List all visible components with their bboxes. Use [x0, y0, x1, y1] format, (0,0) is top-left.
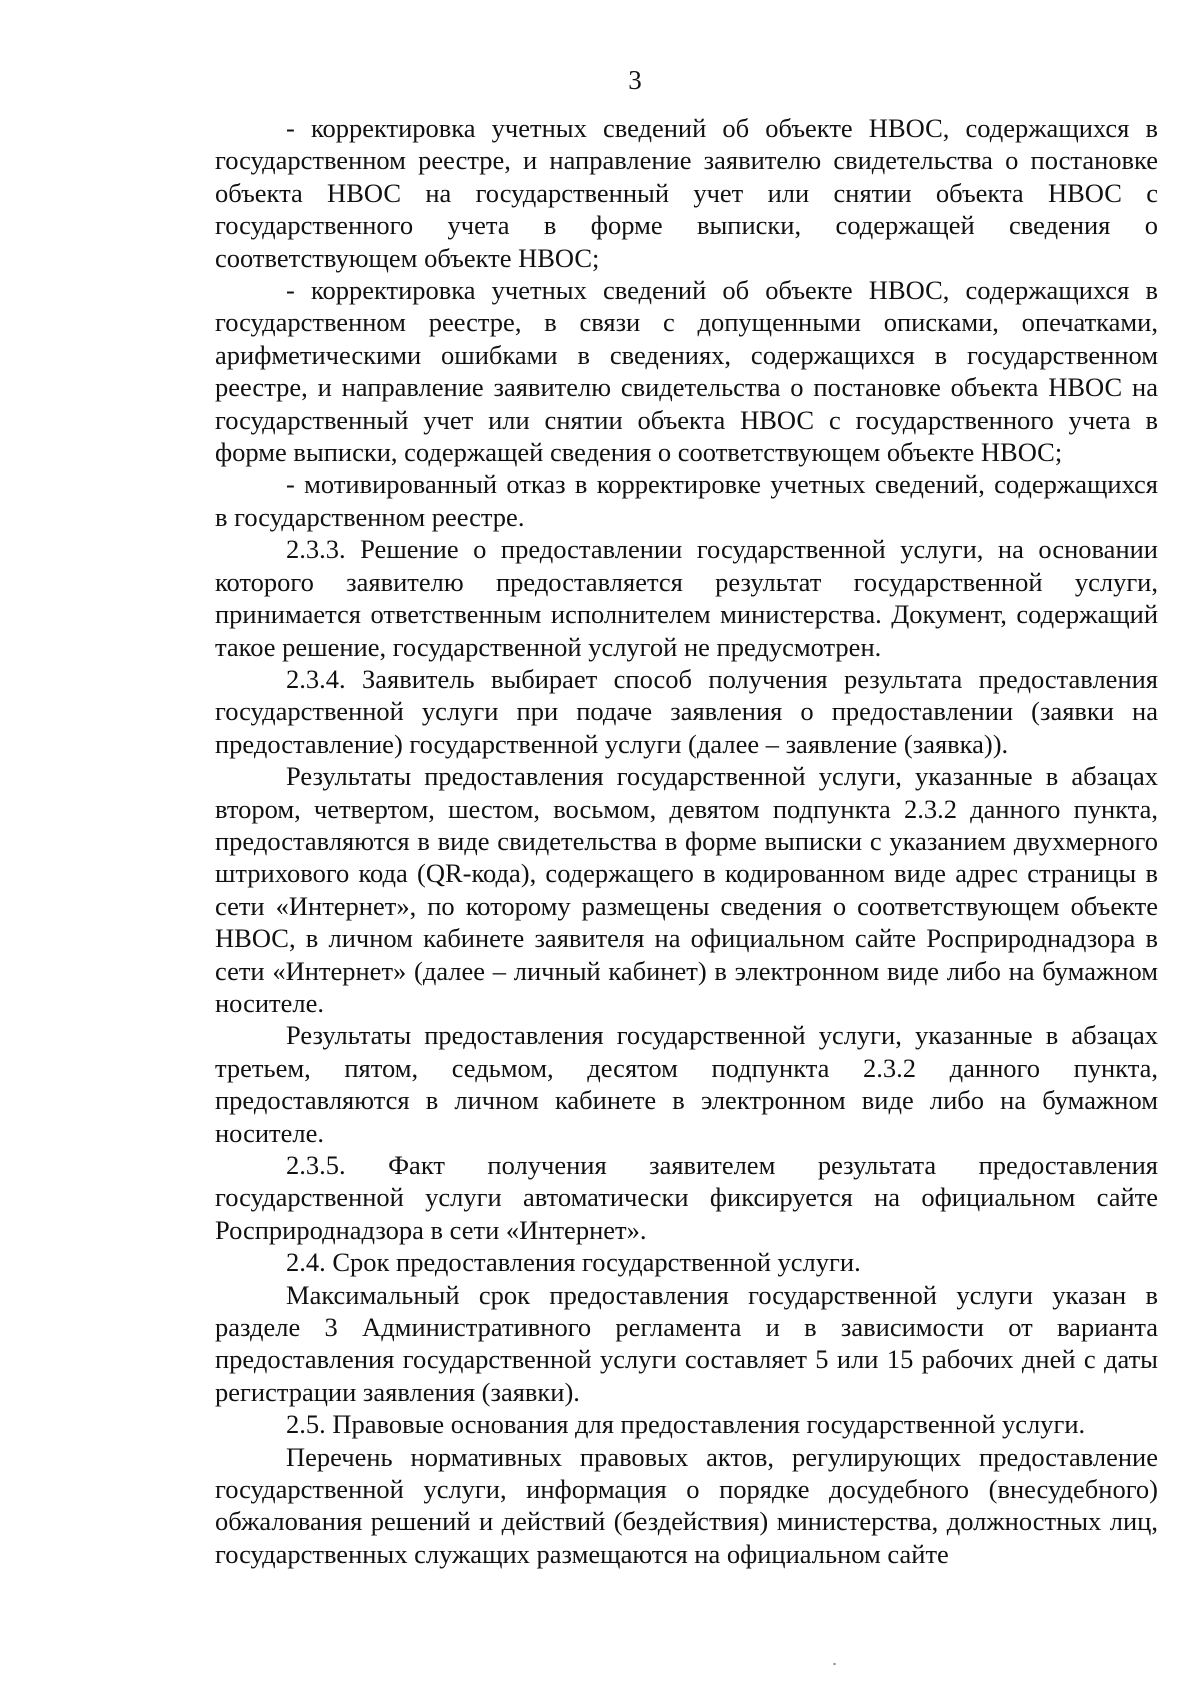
paragraph-results-cabinet: Результаты предоставления государственной услуги, указанные в абзацах третьем, пятом, седьмом, десятом подпункта 2.3.2 данного пункта, предоставляются в личном кабинете в электронном виде либо на бумажном носителе. [215, 1020, 1158, 1148]
paragraph-results-certificate: Результаты предоставления государственной услуги, указанные в абзацах втором, четвертом, шестом, восьмом, девятом подпункта 2.3.2 данного пункта, предоставляются в виде свидетельства в форме выписки с указанием двухмерного штрихового кода (QR-кода), содержащего в кодированном виде адрес страницы в сети «Интернет», по которому размещены сведения о соответствующем объекте НВОС, в личном кабинете заявителя на официальном сайте Росприроднадзора в сети «Интернет» (далее – личный кабинет) в электронном виде либо на бумажном носителе. [215, 761, 1158, 1018]
page-number: 3 [628, 65, 642, 95]
paragraph-2-3-3: 2.3.3. Решение о предоставлении государственной услуги, на основании которого заявителю предоставляется результат государственной услуги, принимается ответственным исполнителем министерства. Документ, содержащий такое решение, государственной услугой не предусмотрен. [215, 534, 1158, 662]
paragraph-correction-result: - корректировка учетных сведений об объекте НВОС, содержащихся в государственном реестре, и направление заявителю свидетельства о постановке объекта НВОС на государственный учет или снятии объекта НВОС с государственного учета в форме выписки, содержащей сведения о соответствующем объекте НВОС; [215, 113, 1158, 273]
heading-2-5: 2.5. Правовые основания для предоставления государственной услуги. [286, 1409, 1086, 1440]
document-body [215, 112, 1158, 1570]
paragraph-2-3-4: 2.3.4. Заявитель выбирает способ получения результата предоставления государственной услуги при подаче заявления о предоставлении (заявки на предоставление) государственной услуги (далее – заявление (заявка)). [215, 663, 1158, 759]
paragraph-2-3-5: 2.3.5. Факт получения заявителем результата предоставления государственной услуги автоматически фиксируется на официальном сайте Росприроднадзора в сети «Интернет». [215, 1150, 1158, 1245]
paragraph-typo-correction-result: - корректировка учетных сведений об объекте НВОС, содержащихся в государственном реестре, в связи с допущенными описками, опечатками, арифметическими ошибками в сведениях, содержащихся в государственном реестре, и направление заявителю свидетельства о постановке объекта НВОС на государственный учет или снятии объекта НВОС с государственного учета в форме выписки, содержащей сведения о соответствующем объекте НВОС; [215, 275, 1158, 468]
paragraph-max-term: Максимальный срок предоставления государственной услуги указан в разделе 3 Административного регламента и в зависимости от варианта предоставления государственной услуги составляет 5 или 15 рабочих дней с даты регистрации заявления (заявки). [215, 1279, 1158, 1407]
paragraph-refusal-result: - мотивированный отказ в корректировке учетных сведений, содержащихся в государственном реестре. [215, 469, 1158, 532]
heading-2-4: 2.4. Срок предоставления государственной услуги. [286, 1247, 861, 1278]
paragraph-legal-acts: Перечень нормативных правовых актов, регулирующих предоставление государственной услуги, информация о порядке досудебного (внесудебного) обжалования решений и действий (бездействия) министерства, должностных лиц, государственных служащих размещаются на официальном сайте [215, 1441, 1158, 1569]
scan-speck [833, 1663, 836, 1665]
